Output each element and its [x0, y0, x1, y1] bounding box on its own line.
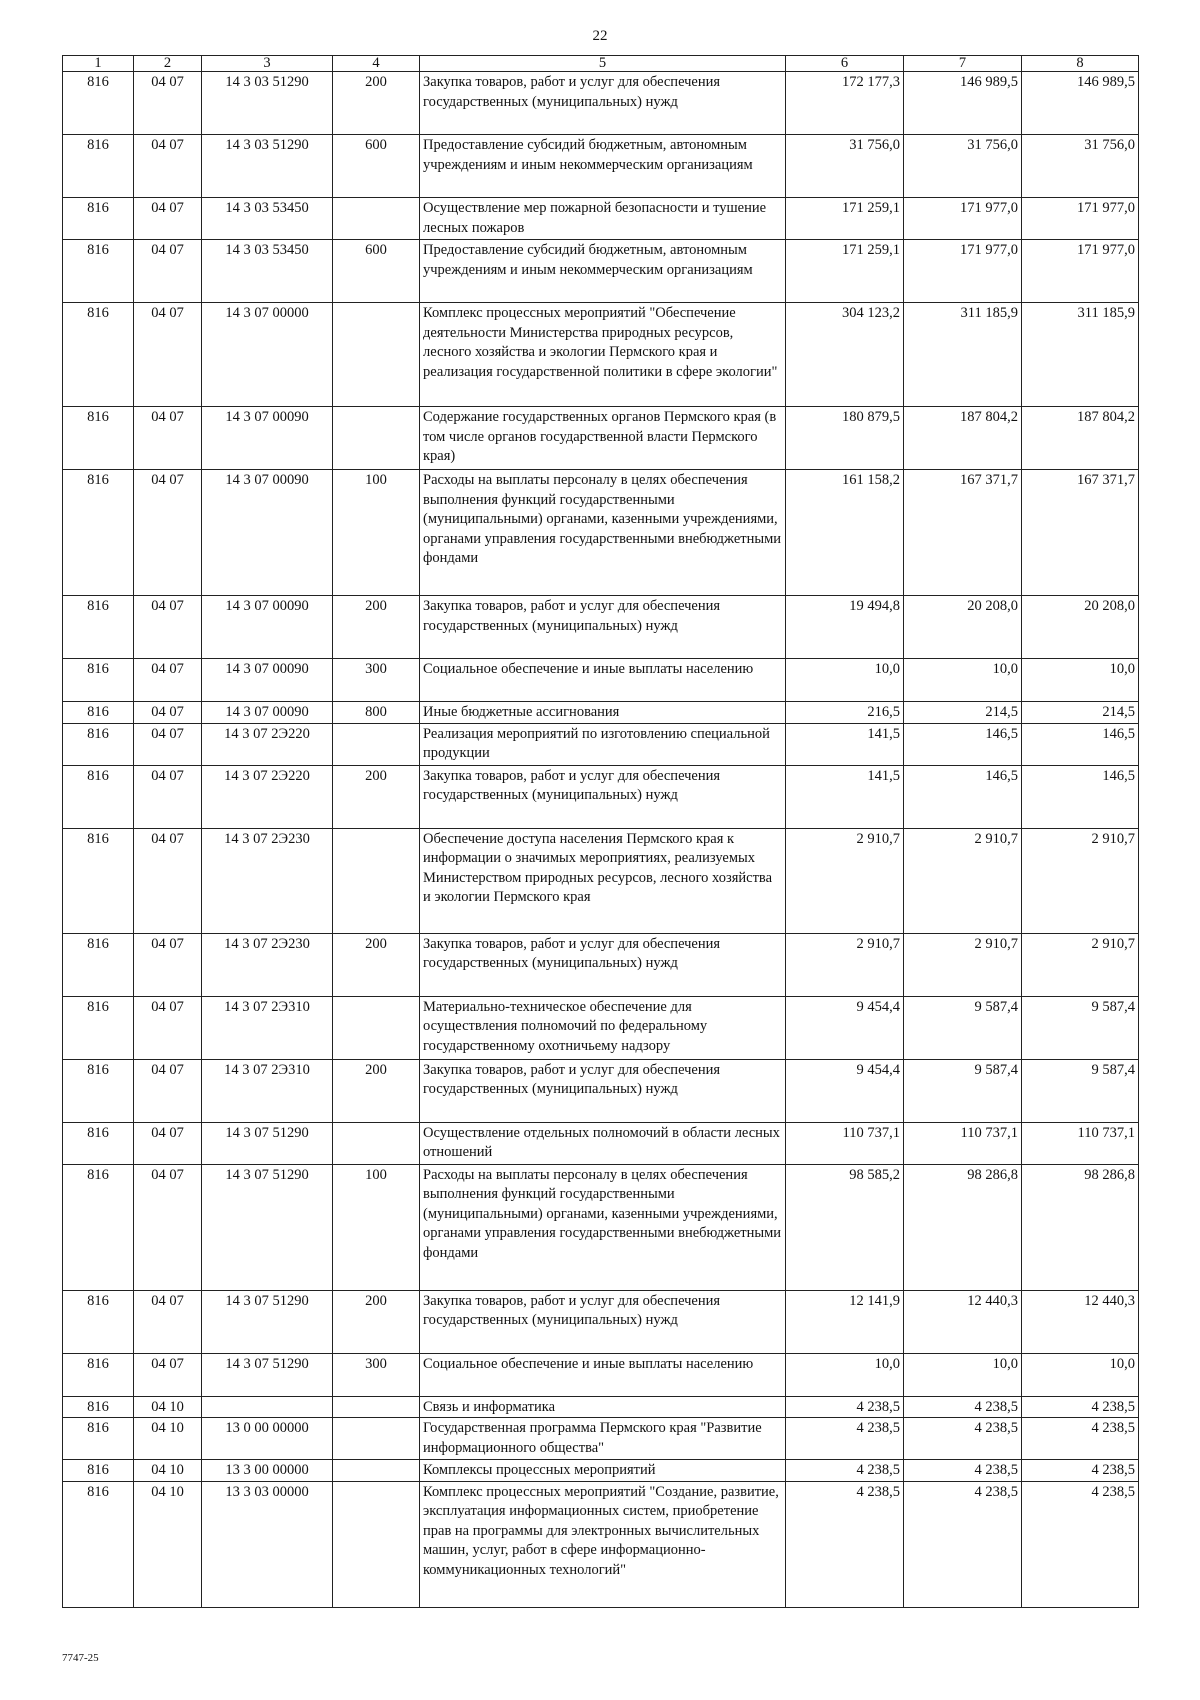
section-code: 04 07 [134, 828, 202, 933]
target-article-code: 13 3 03 00000 [202, 1481, 333, 1607]
amount-year-2: 311 185,9 [904, 303, 1022, 407]
table-row [63, 1059, 1139, 1122]
amount-year-2: 4 238,5 [904, 1418, 1022, 1460]
amount-year-1: 12 141,9 [786, 1290, 904, 1353]
item-name: Расходы на выплаты персоналу в целях обеспечения выполнения функций государственными (муниципальными) органами, казенными учреждениями, органами управления государственными внебюджетными фондами [420, 470, 786, 596]
target-article-code: 14 3 07 51290 [202, 1290, 333, 1353]
amount-year-1: 180 879,5 [786, 407, 904, 470]
target-article-code: 13 0 00 00000 [202, 1418, 333, 1460]
page-number: 22 [592, 28, 608, 44]
target-article-code: 14 3 03 53450 [202, 198, 333, 240]
header-cell: 6 [786, 56, 904, 72]
amount-year-3: 2 910,7 [1022, 933, 1139, 996]
amount-year-3: 4 238,5 [1022, 1481, 1139, 1607]
amount-year-1: 98 585,2 [786, 1164, 904, 1290]
section-code: 04 07 [134, 407, 202, 470]
item-name: Материально-техническое обеспечение для осуществления полномочий по федеральному государственному охотничьему надзору [420, 996, 786, 1059]
ministry-code: 816 [63, 1481, 134, 1607]
amount-year-1: 9 454,4 [786, 996, 904, 1059]
table-row [63, 303, 1139, 407]
amount-year-1: 4 238,5 [786, 1418, 904, 1460]
amount-year-3: 171 977,0 [1022, 240, 1139, 303]
ministry-code: 816 [63, 933, 134, 996]
amount-year-3: 98 286,8 [1022, 1164, 1139, 1290]
amount-year-1: 2 910,7 [786, 828, 904, 933]
amount-year-3: 187 804,2 [1022, 407, 1139, 470]
amount-year-3: 10,0 [1022, 659, 1139, 702]
expense-type-code [333, 407, 420, 470]
target-article-code: 14 3 07 2Э310 [202, 1059, 333, 1122]
section-code: 04 10 [134, 1418, 202, 1460]
item-name: Иные бюджетные ассигнования [420, 702, 786, 724]
ministry-code: 816 [63, 1122, 134, 1164]
table-row [63, 723, 1139, 765]
amount-year-1: 4 238,5 [786, 1481, 904, 1607]
ministry-code: 816 [63, 1353, 134, 1396]
budget-table [62, 55, 1139, 1608]
amount-year-2: 4 238,5 [904, 1460, 1022, 1482]
amount-year-1: 172 177,3 [786, 72, 904, 135]
table-row [63, 470, 1139, 596]
expense-type-code: 600 [333, 240, 420, 303]
section-code: 04 07 [134, 470, 202, 596]
ministry-code: 816 [63, 659, 134, 702]
expense-type-code [333, 996, 420, 1059]
item-name: Содержание государственных органов Пермского края (в том числе органов государственной власти Пермского края) [420, 407, 786, 470]
item-name: Предоставление субсидий бюджетным, автономным учреждениям и иным некоммерческим организациям [420, 240, 786, 303]
section-code: 04 07 [134, 72, 202, 135]
expense-type-code [333, 1122, 420, 1164]
header-cell: 3 [202, 56, 333, 72]
ministry-code: 816 [63, 407, 134, 470]
expense-type-code [333, 198, 420, 240]
expense-type-code: 200 [333, 933, 420, 996]
amount-year-1: 171 259,1 [786, 240, 904, 303]
amount-year-1: 4 238,5 [786, 1460, 904, 1482]
section-code: 04 07 [134, 1164, 202, 1290]
item-name: Расходы на выплаты персоналу в целях обеспечения выполнения функций государственными (муниципальными) органами, казенными учреждениями, органами управления государственными внебюджетными фондами [420, 1164, 786, 1290]
target-article-code: 14 3 07 51290 [202, 1164, 333, 1290]
section-code: 04 10 [134, 1481, 202, 1607]
table-row [63, 996, 1139, 1059]
expense-type-code [333, 1481, 420, 1607]
target-article-code: 14 3 07 2Э220 [202, 723, 333, 765]
item-name: Социальное обеспечение и иные выплаты населению [420, 1353, 786, 1396]
table-row [63, 240, 1139, 303]
table-row [63, 1290, 1139, 1353]
amount-year-1: 110 737,1 [786, 1122, 904, 1164]
ministry-code: 816 [63, 303, 134, 407]
document-code: 7747-25 [62, 1652, 99, 1664]
table-row [63, 1460, 1139, 1482]
ministry-code: 816 [63, 470, 134, 596]
item-name: Государственная программа Пермского края "Развитие информационного общества" [420, 1418, 786, 1460]
expense-type-code [333, 1396, 420, 1418]
target-article-code: 14 3 07 2Э230 [202, 828, 333, 933]
header-cell: 7 [904, 56, 1022, 72]
target-article-code: 14 3 07 00090 [202, 470, 333, 596]
header-cell: 5 [420, 56, 786, 72]
ministry-code: 816 [63, 135, 134, 198]
amount-year-3: 110 737,1 [1022, 1122, 1139, 1164]
item-name: Закупка товаров, работ и услуг для обеспечения государственных (муниципальных) нужд [420, 765, 786, 828]
item-name: Обеспечение доступа населения Пермского края к информации о значимых мероприятиях, реализуемых Министерством природных ресурсов, лесного хозяйства и экологии Пермского края [420, 828, 786, 933]
expense-type-code: 300 [333, 659, 420, 702]
amount-year-2: 10,0 [904, 659, 1022, 702]
expense-type-code: 200 [333, 72, 420, 135]
target-article-code: 14 3 07 51290 [202, 1353, 333, 1396]
expense-type-code [333, 828, 420, 933]
expense-type-code: 200 [333, 596, 420, 659]
amount-year-3: 9 587,4 [1022, 996, 1139, 1059]
target-article-code: 14 3 03 51290 [202, 135, 333, 198]
item-name: Связь и информатика [420, 1396, 786, 1418]
table-row [63, 198, 1139, 240]
expense-type-code: 800 [333, 702, 420, 724]
amount-year-1: 9 454,4 [786, 1059, 904, 1122]
ministry-code: 816 [63, 1059, 134, 1122]
expense-type-code: 200 [333, 765, 420, 828]
item-name: Закупка товаров, работ и услуг для обеспечения государственных (муниципальных) нужд [420, 72, 786, 135]
amount-year-2: 31 756,0 [904, 135, 1022, 198]
section-code: 04 07 [134, 1122, 202, 1164]
amount-year-2: 9 587,4 [904, 1059, 1022, 1122]
amount-year-2: 187 804,2 [904, 407, 1022, 470]
table-row [63, 1164, 1139, 1290]
ministry-code: 816 [63, 596, 134, 659]
expense-type-code: 100 [333, 470, 420, 596]
expense-type-code: 100 [333, 1164, 420, 1290]
amount-year-1: 2 910,7 [786, 933, 904, 996]
item-name: Закупка товаров, работ и услуг для обеспечения государственных (муниципальных) нужд [420, 1059, 786, 1122]
section-code: 04 07 [134, 596, 202, 659]
table-row [63, 659, 1139, 702]
target-article-code: 14 3 07 2Э230 [202, 933, 333, 996]
table-row [63, 407, 1139, 470]
item-name: Комплексы процессных мероприятий [420, 1460, 786, 1482]
amount-year-3: 12 440,3 [1022, 1290, 1139, 1353]
amount-year-2: 146,5 [904, 765, 1022, 828]
amount-year-3: 311 185,9 [1022, 303, 1139, 407]
target-article-code: 14 3 07 00000 [202, 303, 333, 407]
target-article-code: 13 3 00 00000 [202, 1460, 333, 1482]
section-code: 04 07 [134, 303, 202, 407]
amount-year-3: 4 238,5 [1022, 1418, 1139, 1460]
expense-type-code [333, 303, 420, 407]
amount-year-3: 20 208,0 [1022, 596, 1139, 659]
ministry-code: 816 [63, 72, 134, 135]
amount-year-1: 19 494,8 [786, 596, 904, 659]
ministry-code: 816 [63, 1418, 134, 1460]
table-row [63, 1122, 1139, 1164]
table-row [63, 702, 1139, 724]
ministry-code: 816 [63, 996, 134, 1059]
item-name: Осуществление мер пожарной безопасности и тушение лесных пожаров [420, 198, 786, 240]
section-code: 04 07 [134, 135, 202, 198]
header-cell: 2 [134, 56, 202, 72]
amount-year-2: 146 989,5 [904, 72, 1022, 135]
amount-year-1: 10,0 [786, 1353, 904, 1396]
section-code: 04 07 [134, 198, 202, 240]
item-name: Социальное обеспечение и иные выплаты населению [420, 659, 786, 702]
section-code: 04 07 [134, 723, 202, 765]
expense-type-code: 600 [333, 135, 420, 198]
amount-year-3: 31 756,0 [1022, 135, 1139, 198]
amount-year-3: 10,0 [1022, 1353, 1139, 1396]
table-row [63, 596, 1139, 659]
target-article-code: 14 3 07 51290 [202, 1122, 333, 1164]
target-article-code: 14 3 03 51290 [202, 72, 333, 135]
item-name: Предоставление субсидий бюджетным, автономным учреждениям и иным некоммерческим организациям [420, 135, 786, 198]
section-code: 04 07 [134, 240, 202, 303]
ministry-code: 816 [63, 1164, 134, 1290]
ministry-code: 816 [63, 702, 134, 724]
amount-year-3: 4 238,5 [1022, 1396, 1139, 1418]
amount-year-1: 10,0 [786, 659, 904, 702]
expense-type-code [333, 1460, 420, 1482]
section-code: 04 07 [134, 996, 202, 1059]
amount-year-2: 4 238,5 [904, 1396, 1022, 1418]
target-article-code: 14 3 07 2Э220 [202, 765, 333, 828]
amount-year-2: 10,0 [904, 1353, 1022, 1396]
section-code: 04 07 [134, 765, 202, 828]
amount-year-2: 171 977,0 [904, 240, 1022, 303]
target-article-code [202, 1396, 333, 1418]
amount-year-3: 146,5 [1022, 765, 1139, 828]
section-code: 04 07 [134, 933, 202, 996]
amount-year-3: 4 238,5 [1022, 1460, 1139, 1482]
header-cell: 1 [63, 56, 134, 72]
amount-year-1: 216,5 [786, 702, 904, 724]
amount-year-3: 9 587,4 [1022, 1059, 1139, 1122]
target-article-code: 14 3 07 00090 [202, 659, 333, 702]
table-row [63, 765, 1139, 828]
item-name: Реализация мероприятий по изготовлению специальной продукции [420, 723, 786, 765]
table-row [63, 1418, 1139, 1460]
expense-type-code [333, 723, 420, 765]
amount-year-1: 304 123,2 [786, 303, 904, 407]
amount-year-3: 171 977,0 [1022, 198, 1139, 240]
amount-year-3: 146,5 [1022, 723, 1139, 765]
target-article-code: 14 3 03 53450 [202, 240, 333, 303]
amount-year-2: 2 910,7 [904, 933, 1022, 996]
target-article-code: 14 3 07 2Э310 [202, 996, 333, 1059]
item-name: Закупка товаров, работ и услуг для обеспечения государственных (муниципальных) нужд [420, 1290, 786, 1353]
amount-year-1: 161 158,2 [786, 470, 904, 596]
expense-type-code [333, 1418, 420, 1460]
section-code: 04 07 [134, 659, 202, 702]
header-cell: 4 [333, 56, 420, 72]
item-name: Закупка товаров, работ и услуг для обеспечения государственных (муниципальных) нужд [420, 933, 786, 996]
section-code: 04 10 [134, 1460, 202, 1482]
section-code: 04 07 [134, 702, 202, 724]
amount-year-1: 141,5 [786, 765, 904, 828]
section-code: 04 07 [134, 1353, 202, 1396]
ministry-code: 816 [63, 828, 134, 933]
table-row [63, 72, 1139, 135]
item-name: Комплекс процессных мероприятий "Создание, развитие, эксплуатация информационных систем, приобретение прав на программы для электронных вычислительных машин, услуг, работ в сфере информационно-коммуникационных технологий" [420, 1481, 786, 1607]
table-row [63, 1481, 1139, 1607]
amount-year-2: 146,5 [904, 723, 1022, 765]
section-code: 04 07 [134, 1290, 202, 1353]
table-row [63, 1396, 1139, 1418]
ministry-code: 816 [63, 1396, 134, 1418]
ministry-code: 816 [63, 240, 134, 303]
amount-year-3: 2 910,7 [1022, 828, 1139, 933]
amount-year-1: 4 238,5 [786, 1396, 904, 1418]
amount-year-1: 141,5 [786, 723, 904, 765]
amount-year-2: 171 977,0 [904, 198, 1022, 240]
expense-type-code: 200 [333, 1290, 420, 1353]
table-row [63, 1353, 1139, 1396]
amount-year-2: 12 440,3 [904, 1290, 1022, 1353]
table-row [63, 828, 1139, 933]
target-article-code: 14 3 07 00090 [202, 407, 333, 470]
ministry-code: 816 [63, 1460, 134, 1482]
section-code: 04 10 [134, 1396, 202, 1418]
amount-year-2: 20 208,0 [904, 596, 1022, 659]
target-article-code: 14 3 07 00090 [202, 702, 333, 724]
amount-year-2: 167 371,7 [904, 470, 1022, 596]
amount-year-2: 2 910,7 [904, 828, 1022, 933]
amount-year-2: 4 238,5 [904, 1481, 1022, 1607]
ministry-code: 816 [63, 1290, 134, 1353]
ministry-code: 816 [63, 198, 134, 240]
amount-year-1: 171 259,1 [786, 198, 904, 240]
header-row [63, 56, 1139, 72]
amount-year-1: 31 756,0 [786, 135, 904, 198]
target-article-code: 14 3 07 00090 [202, 596, 333, 659]
item-name: Осуществление отдельных полномочий в области лесных отношений [420, 1122, 786, 1164]
table-row [63, 135, 1139, 198]
expense-type-code: 300 [333, 1353, 420, 1396]
section-code: 04 07 [134, 1059, 202, 1122]
amount-year-2: 98 286,8 [904, 1164, 1022, 1290]
amount-year-3: 214,5 [1022, 702, 1139, 724]
amount-year-2: 110 737,1 [904, 1122, 1022, 1164]
ministry-code: 816 [63, 723, 134, 765]
amount-year-3: 167 371,7 [1022, 470, 1139, 596]
amount-year-3: 146 989,5 [1022, 72, 1139, 135]
ministry-code: 816 [63, 765, 134, 828]
item-name: Закупка товаров, работ и услуг для обеспечения государственных (муниципальных) нужд [420, 596, 786, 659]
amount-year-2: 214,5 [904, 702, 1022, 724]
header-cell: 8 [1022, 56, 1139, 72]
table-row [63, 933, 1139, 996]
item-name: Комплекс процессных мероприятий "Обеспечение деятельности Министерства природных ресурсов, лесного хозяйства и экологии Пермского края и реализация государственной политики в сфере экологии" [420, 303, 786, 407]
amount-year-2: 9 587,4 [904, 996, 1022, 1059]
expense-type-code: 200 [333, 1059, 420, 1122]
